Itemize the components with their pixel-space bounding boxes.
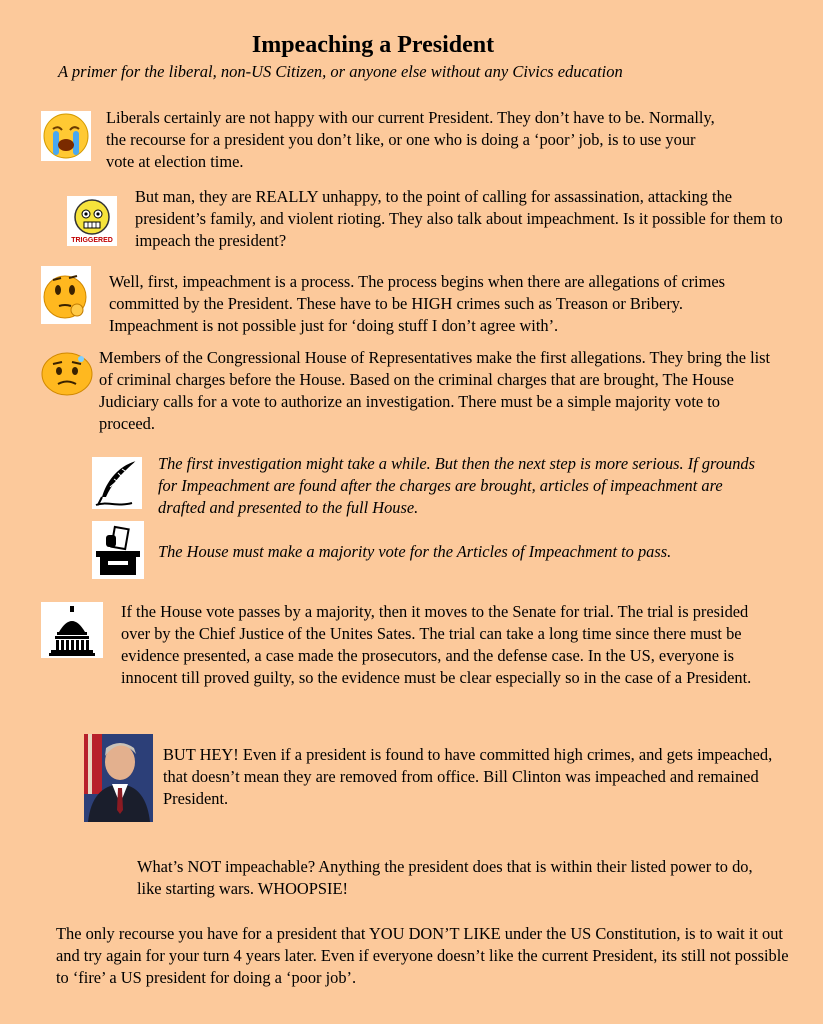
page-subtitle: A primer for the liberal, non-US Citizen, or anyone else without any Civics education xyxy=(58,62,623,81)
paragraph-5: The first investigation might take a while. But then the next step is more serious. If grounds for Impeachment are found after the charges are brought, articles of impeachment are drafted and presented to the full House. xyxy=(158,454,755,517)
paragraph-9: What’s NOT impeachable? Anything the president does that is within their listed power to do, like starting wars. WHOOPSIE! xyxy=(137,857,753,898)
paragraph-2: But man, they are REALLY unhappy, to the point of calling for assassination, attacking the president’s family, and violent rioting. They also talk about impeachment. Is it possible for them to impeach the president? xyxy=(135,187,783,250)
paragraph-1: Liberals certainly are not happy with our current President. They don’t have to be. Normally, the recourse for a president you don’t like, or one who is doing a ‘poor’ job, is to use your vote at election time. xyxy=(106,108,715,171)
paragraph-8: BUT HEY! Even if a president is found to have committed high crimes, and gets impeached, that doesn’t mean they are removed from office. Bill Clinton was impeached and remained President. xyxy=(163,745,773,808)
page-title: Impeaching a President xyxy=(251,32,495,58)
paragraph-3: Well, first, impeachment is a process. The process begins when there are allegations of crimes committed by the President. These have to be HIGH crimes such as Treason or Bribery. Impeachment is not possible just for ‘doing stuff I don’t agree with’. xyxy=(109,272,726,335)
paragraph-6: The House must make a majority vote for the Articles of Impeachment to pass. xyxy=(158,542,672,561)
triggered-face-icon xyxy=(67,196,117,246)
quill-pen-icon xyxy=(92,457,142,509)
ballot-box-icon xyxy=(92,521,144,579)
thinking-face-icon xyxy=(41,266,91,324)
paragraph-7: If the House vote passes by a majority, then it moves to the Senate for trial. The trial is presided over by the Chief Justice of the Unites Sates. The trial can take a long time since there must be evidence presented, a case made the prosecutors, and the defense case. In the US, everyone is innocent till proved guilty, so the evidence must be clear especially so in the case of a President. xyxy=(121,602,752,687)
paragraph-4: Members of the Congressional House of Representatives make the first allegations. They bring the list of criminal charges before the House. Based on the criminal charges that are brought, The House Judiciary calls for a vote to authorize an investigation. There must be a simple majority vote to proceed. xyxy=(99,348,771,433)
capitol-building-icon xyxy=(41,602,103,658)
portrait-photo xyxy=(84,734,153,822)
paragraph-10: The only recourse you have for a president that YOU DON’T LIKE under the US Constitution, is to wait it out and try again for your turn 4 years later. Even if everyone doesn’t like the current President, its still not possible to ‘fire’ a US president for doing a ‘poor job’. xyxy=(56,924,789,987)
triggered-label: TRIGGERED xyxy=(71,237,113,244)
crying-face-icon xyxy=(41,111,91,161)
worried-face-icon xyxy=(41,351,93,397)
